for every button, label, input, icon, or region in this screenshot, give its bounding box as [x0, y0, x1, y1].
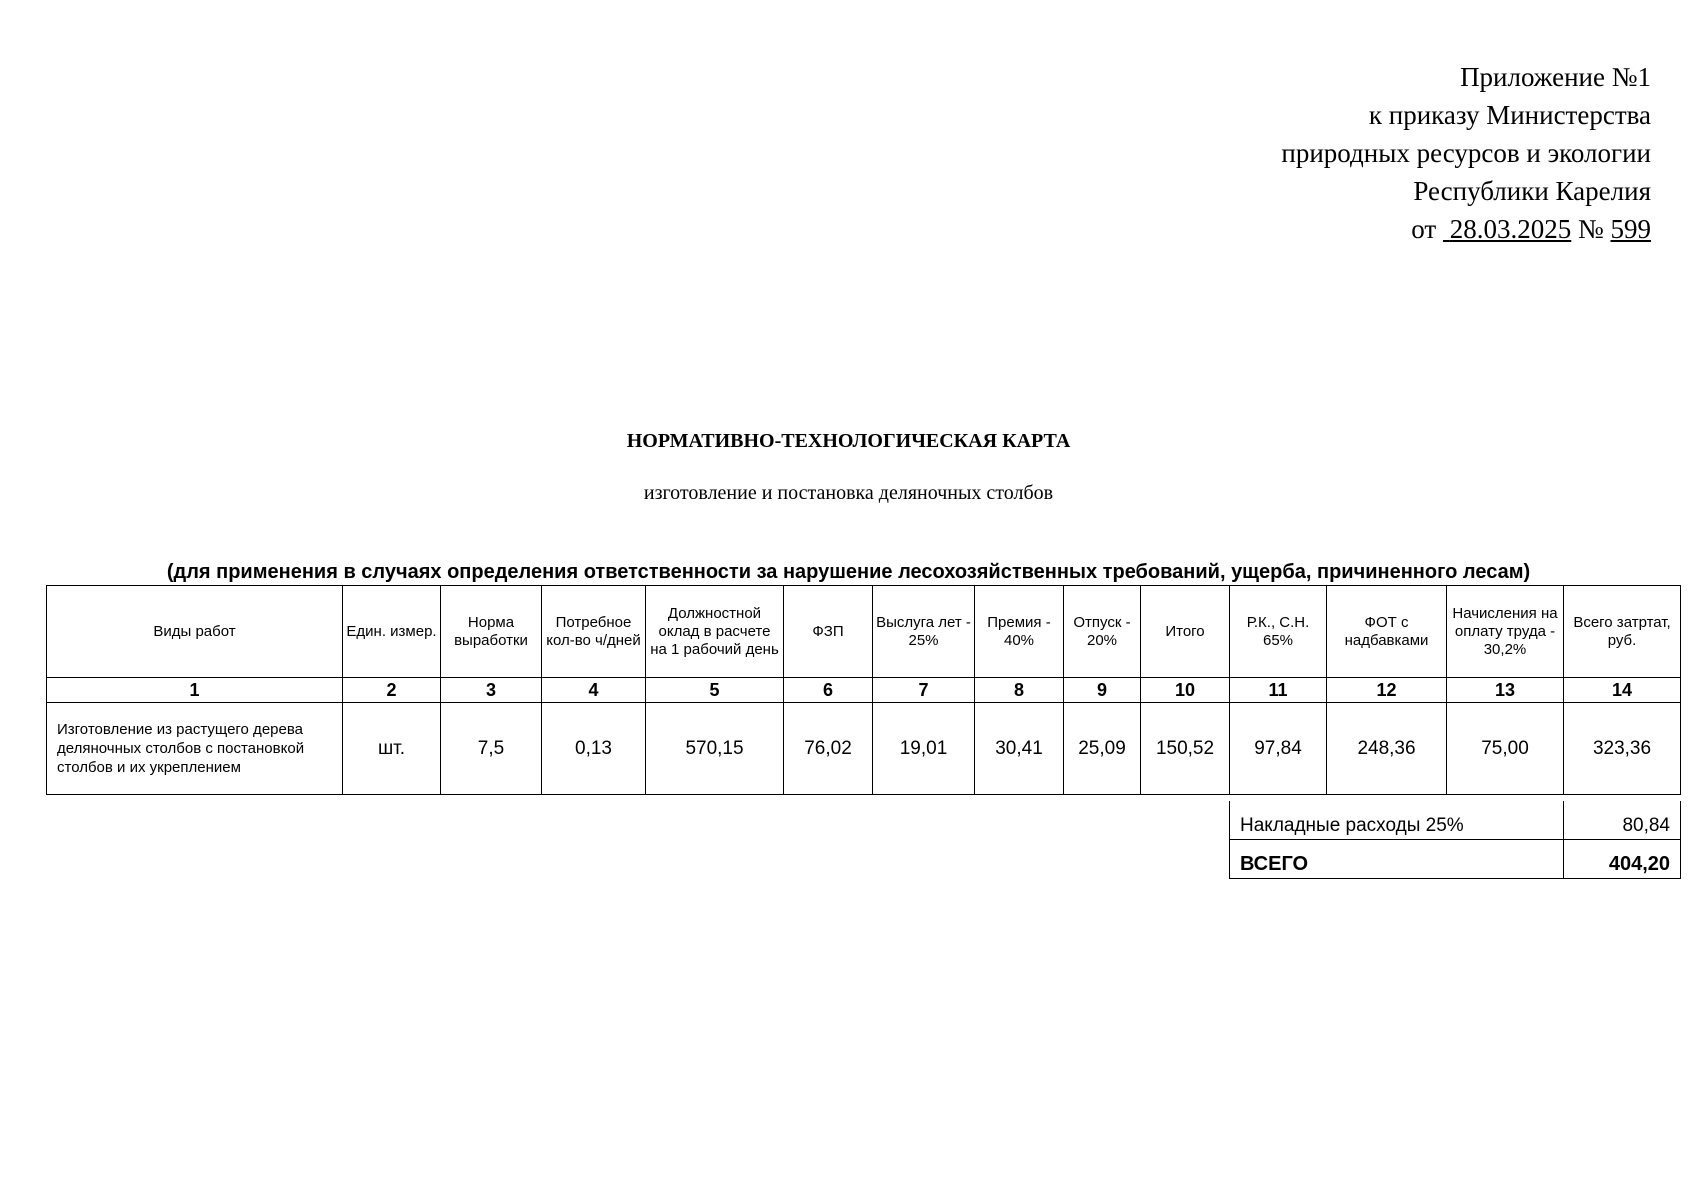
column-number-cell: 4 [542, 678, 646, 703]
column-number-row [47, 678, 1681, 703]
table-cell: 30,41 [975, 703, 1064, 795]
order-number: 599 [1610, 214, 1651, 244]
column-number-cell: 2 [343, 678, 441, 703]
grand-total-label: ВСЕГО [1230, 840, 1564, 879]
table-row [47, 703, 1681, 795]
header-cell: Должностной оклад в расчете на 1 рабочий день [646, 586, 784, 678]
document-subtitle: изготовление и постановка деляночных столбов [643, 482, 1054, 504]
work-type-cell: Изготовление из растущего дерева деляночных столбов с постановкой столбов и их укреплением [47, 703, 343, 795]
table-cell: шт. [343, 703, 441, 795]
table-header-row [47, 586, 1681, 678]
header-cell: Итого [1141, 586, 1230, 678]
column-number-cell: 11 [1230, 678, 1327, 703]
column-number-cell: 3 [441, 678, 542, 703]
table-cell: 76,02 [784, 703, 873, 795]
column-number-cell: 9 [1064, 678, 1141, 703]
column-number-cell: 12 [1327, 678, 1447, 703]
appendix-order-line [951, 210, 1651, 248]
column-number-cell: 8 [975, 678, 1064, 703]
header-cell: Отпуск - 20% [1064, 586, 1141, 678]
column-number-cell: 10 [1141, 678, 1230, 703]
table-cell: 570,15 [646, 703, 784, 795]
table-cell: 248,36 [1327, 703, 1447, 795]
table-cell: 323,36 [1564, 703, 1681, 795]
cost-table [46, 585, 1681, 795]
appendix-line-3: природных ресурсов и экологии [1281, 138, 1651, 168]
application-note: (для применения в случаях определения ответственности за нарушение лесохозяйственных требований, ущерба, причиненного лесам) [166, 561, 1531, 583]
header-cell: Всего затртат, руб. [1564, 586, 1681, 678]
table-cell: 97,84 [1230, 703, 1327, 795]
overhead-value: 80,84 [1564, 801, 1681, 840]
header-cell: Начисления на оплату труда - 30,2% [1447, 586, 1564, 678]
appendix-line-4: Республики Карелия [1413, 176, 1651, 206]
header-cell: Един. измер. [343, 586, 441, 678]
table-cell: 0,13 [542, 703, 646, 795]
header-cell: Виды работ [47, 586, 343, 678]
column-number-cell: 1 [47, 678, 343, 703]
overhead-label: Накладные расходы 25% [1230, 801, 1564, 840]
header-cell: Потребное кол-во ч/дней [542, 586, 646, 678]
header-cell: Премия - 40% [975, 586, 1064, 678]
column-number-cell: 5 [646, 678, 784, 703]
header-cell: ФЗП [784, 586, 873, 678]
column-number-cell: 14 [1564, 678, 1681, 703]
grand-total-value: 404,20 [1564, 840, 1681, 879]
table-cell: 150,52 [1141, 703, 1230, 795]
appendix-block [951, 58, 1651, 248]
totals-table [1229, 801, 1681, 879]
header-cell: Выслуга лет - 25% [873, 586, 975, 678]
header-cell: ФОТ с надбавками [1327, 586, 1447, 678]
table-cell: 75,00 [1447, 703, 1564, 795]
column-number-cell: 7 [873, 678, 975, 703]
appendix-line-1: Приложение №1 [1460, 62, 1651, 92]
table-cell: 19,01 [873, 703, 975, 795]
table-cell: 25,09 [1064, 703, 1141, 795]
table-cell: 7,5 [441, 703, 542, 795]
grand-total-row [1230, 840, 1681, 879]
header-cell: Р.К., С.Н. 65% [1230, 586, 1327, 678]
header-cell: Норма выработки [441, 586, 542, 678]
column-number-cell: 13 [1447, 678, 1564, 703]
number-label: № [1577, 214, 1604, 244]
document-title: НОРМАТИВНО-ТЕХНОЛОГИЧЕСКАЯ КАРТА [626, 430, 1071, 452]
overhead-row [1230, 801, 1681, 840]
order-date: 28.03.2025 [1449, 214, 1572, 244]
from-label: от [1411, 214, 1437, 244]
column-number-cell: 6 [784, 678, 873, 703]
appendix-line-2: к приказу Министерства [1368, 100, 1651, 130]
